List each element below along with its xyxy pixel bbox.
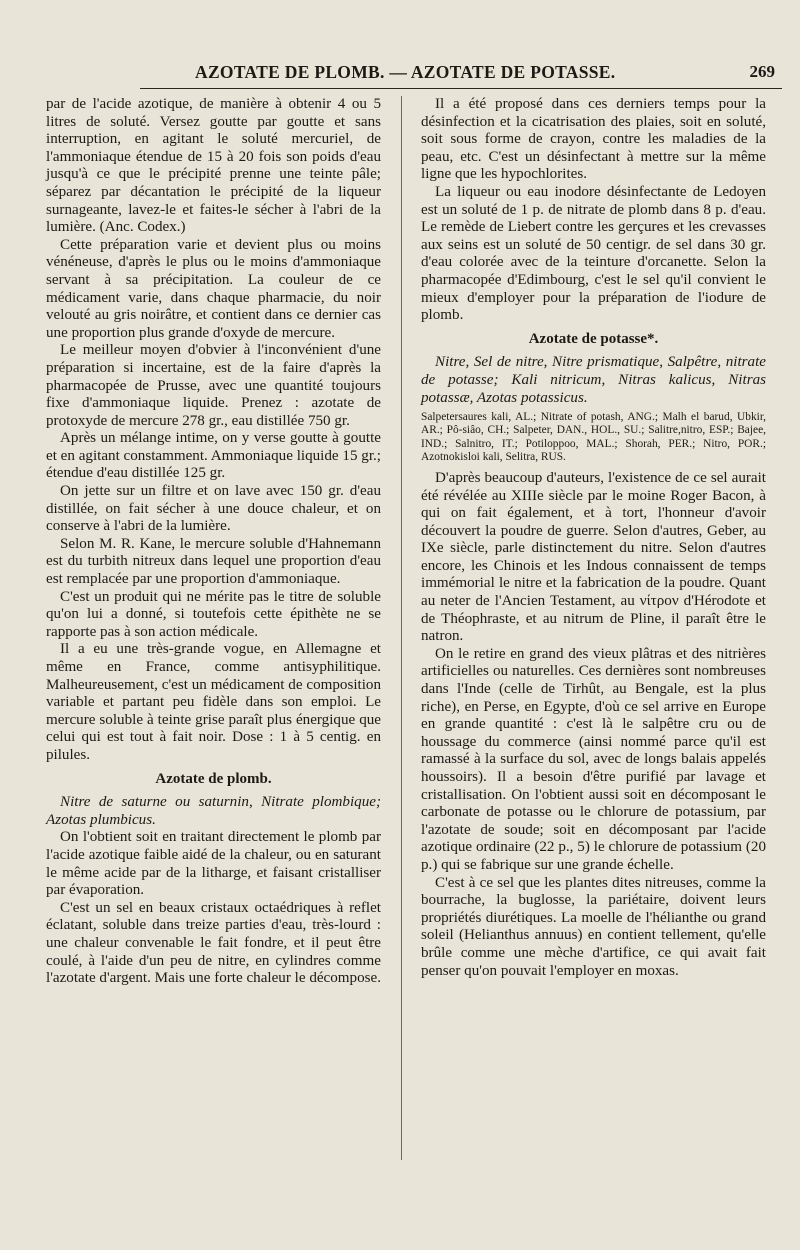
header-rule xyxy=(140,88,782,89)
paragraph: On jette sur un filtre et on lave avec 150 gr. d'eau distillée, on fait sécher à une douce chaleur, et on conserve à l'abri de la lumière. xyxy=(46,483,381,535)
left-column xyxy=(46,96,381,988)
foreign-names: Salpetersaures kali, AL.; Nitrate of potash, ANG.; Malh el barud, Ubkir, AR.; Pô-siâo, CH.; Salpeter, DAN., HOL., SU.; Salitre,nitro, ESP.; Bajee, IND.; Salnitro, IT.; Potiloppoo, MAL.; Shorah, PER.; Nitro, POR.; Azotnokisloi kali, Selitra, RUS. xyxy=(421,411,766,463)
synonyms: Nitre de saturne ou saturnin, Nitrate plombique; Azotas plumbicus. xyxy=(46,794,381,828)
paragraph: Il a été proposé dans ces derniers temps pour la désinfection et la cicatrisation des plaies, soit en soluté, soit sous forme de crayon, contre les maladies de la peau, etc. C'est un désinfectant à mettre sur la même ligne que les hypochlorites. xyxy=(421,96,766,183)
right-column xyxy=(421,96,766,980)
section-title: Azotate de potasse*. xyxy=(528,330,659,347)
synonyms: Nitre, Sel de nitre, Nitre prismatique, Salpêtre, nitrate de potasse; Kali nitricum, Nitras kalicus, Nitras potassæ, Azotas potassicus. xyxy=(421,354,766,406)
paragraph: La liqueur ou eau inodore désinfectante de Ledoyen est un soluté de 1 p. de nitrate de plomb dans 8 p. d'eau. Le remède de Liebert contre les gerçures et les crevasses aux seins est un soluté de 50 centigr. de sel dans 30 gr. d'eau colorée avec de la teinture d'orcanette. Selon la pharmacopée d'Edimbourg, c'est le sel qu'il convient le mieux d'employer pour la préparation de l'iodure de plomb. xyxy=(421,183,766,324)
paragraph: Après un mélange intime, on y verse goutte à goutte et en agitant constamment. Ammoniaque liquide 15 gr.; étendue d'eau distillée 125 gr. xyxy=(46,430,381,482)
paragraph: On l'obtient soit en traitant directement le plomb par l'acide azotique faible aidé de la chaleur, ou en saturant le même acide par de la litharge, et faisant cristalliser par évaporation. xyxy=(46,829,381,899)
column-divider xyxy=(401,96,402,1160)
page-number: 269 xyxy=(749,62,775,81)
paragraph: D'après beaucoup d'auteurs, l'existence de ce sel aurait été révélée au XIIIe siècle par le moine Roger Bacon, à qui on fait également, et à tort, l'honneur d'avoir découvert la poudre de guerre. Selon d'autres, Geber, au IXe siècle, parle distinctement du nitre. Selon d'autres encore, les Chinois et les Indous connaissent de temps immémorial le nitre et la fabrication de la poudre. Quant au neter de l'Ancien Testament, au νίτρον d'Hérodote et de Théophraste, et au nitrum de Pline, il paraît être le natron. xyxy=(421,469,766,645)
paragraph: C'est un produit qui ne mérite pas le titre de soluble qu'on lui a donné, si toutefois cette épithète ne se rapporte pas à son action médicale. xyxy=(46,588,381,640)
section-title: Azotate de plomb. xyxy=(155,770,272,787)
paragraph: par de l'acide azotique, de manière à obtenir 4 ou 5 litres de soluté. Versez goutte par goutte et sans interruption, en agitant le soluté mercuriel, de l'ammoniaque étendue de 15 à 20 fois son poids d'eau jusqu'à ce que le précipité prenne une teinte pâle; séparez par décantation le précipité de la liqueur surnageante, lavez-le et faites-le sécher à l'abri de la lumière. (Anc. Codex.) xyxy=(46,96,381,236)
paragraph: Selon M. R. Kane, le mercure soluble d'Hahnemann est du turbith nitreux dans lequel une proportion d'eau est remplacée par une proportion d'ammoniaque. xyxy=(46,535,381,588)
paragraph: Le meilleur moyen d'obvier à l'inconvénient d'une préparation si incertaine, est de la faire d'après la pharmacopée de Prusse, avec une quantité toujours fixe d'ammoniaque liquide. Prenez : azotate de protoxyde de mercure 278 gr., eau distillée 750 gr. xyxy=(46,342,381,429)
page-header xyxy=(150,62,775,86)
paragraph: On le retire en grand des vieux plâtras et des nitrières artificielles ou naturelles. Ces dernières sont nombreuses dans l'Inde (celle de Tirhût, au Bengale, est la plus riche), en Perse, en Egypte, d'où ce sel arrive en Europe en grande quantité : c'est là le salpêtre cru ou de houssage du commerce (ainsi nommé parce qu'il est ramassé à la surface du sol, avec de longs balais appelés houssoirs). Il a besoin d'être purifié par lavage et cristallisation. On l'obtient aussi soit en décomposant le carbonate de potasse ou le chlorure de potassium, par l'azotate de soude; soit en décomposant par l'acide azotique ordinaire (22 p., 5) le chlorure de potassium (20 p.) qui se fabrique sur une grande échelle. xyxy=(421,645,766,873)
paragraph: Cette préparation varie et devient plus ou moins vénéneuse, d'après le plus ou le moins d'ammoniaque servant à sa précipitation. La couleur de ce médicament varie, dans chaque pharmacie, du noir velouté au gris noirâtre, et contient dans ce dernier cas une proportion plus grande d'oxyde de mercure. xyxy=(46,236,381,341)
paragraph: Il a eu une très-grande vogue, en Allemagne et même en France, comme antisyphilitique. Malheureusement, c'est un médicament de composition variable et partant peu fidèle dans son emploi. Le mercure soluble à teinte grise paraît plus énergique que celui qui est tout à fait noir. Dose : 1 à 5 centig. en pilules. xyxy=(46,641,381,763)
paragraph: C'est à ce sel que les plantes dites nitreuses, comme la bourrache, la buglosse, la pariétaire, doivent leurs propriétés diurétiques. La moelle de l'hélianthe ou grand soleil (Helianthus annuus) en contient tellement, qu'elle brûle comme une mèche d'artifice, ce qui avait fait penser qu'on pouvait l'employer en moxas. xyxy=(421,874,766,979)
running-head: AZOTATE DE PLOMB. — AZOTATE DE POTASSE. xyxy=(195,62,616,82)
paragraph: C'est un sel en beaux cristaux octaédriques à reflet éclatant, soluble dans treize parties d'eau, très-lourd : une chaleur convenable le fait fondre, et il peut être coulé, à l'aide d'un peu de nitre, en cylindres comme l'azotate d'argent. Mais une forte chaleur le décompose. xyxy=(46,899,381,987)
